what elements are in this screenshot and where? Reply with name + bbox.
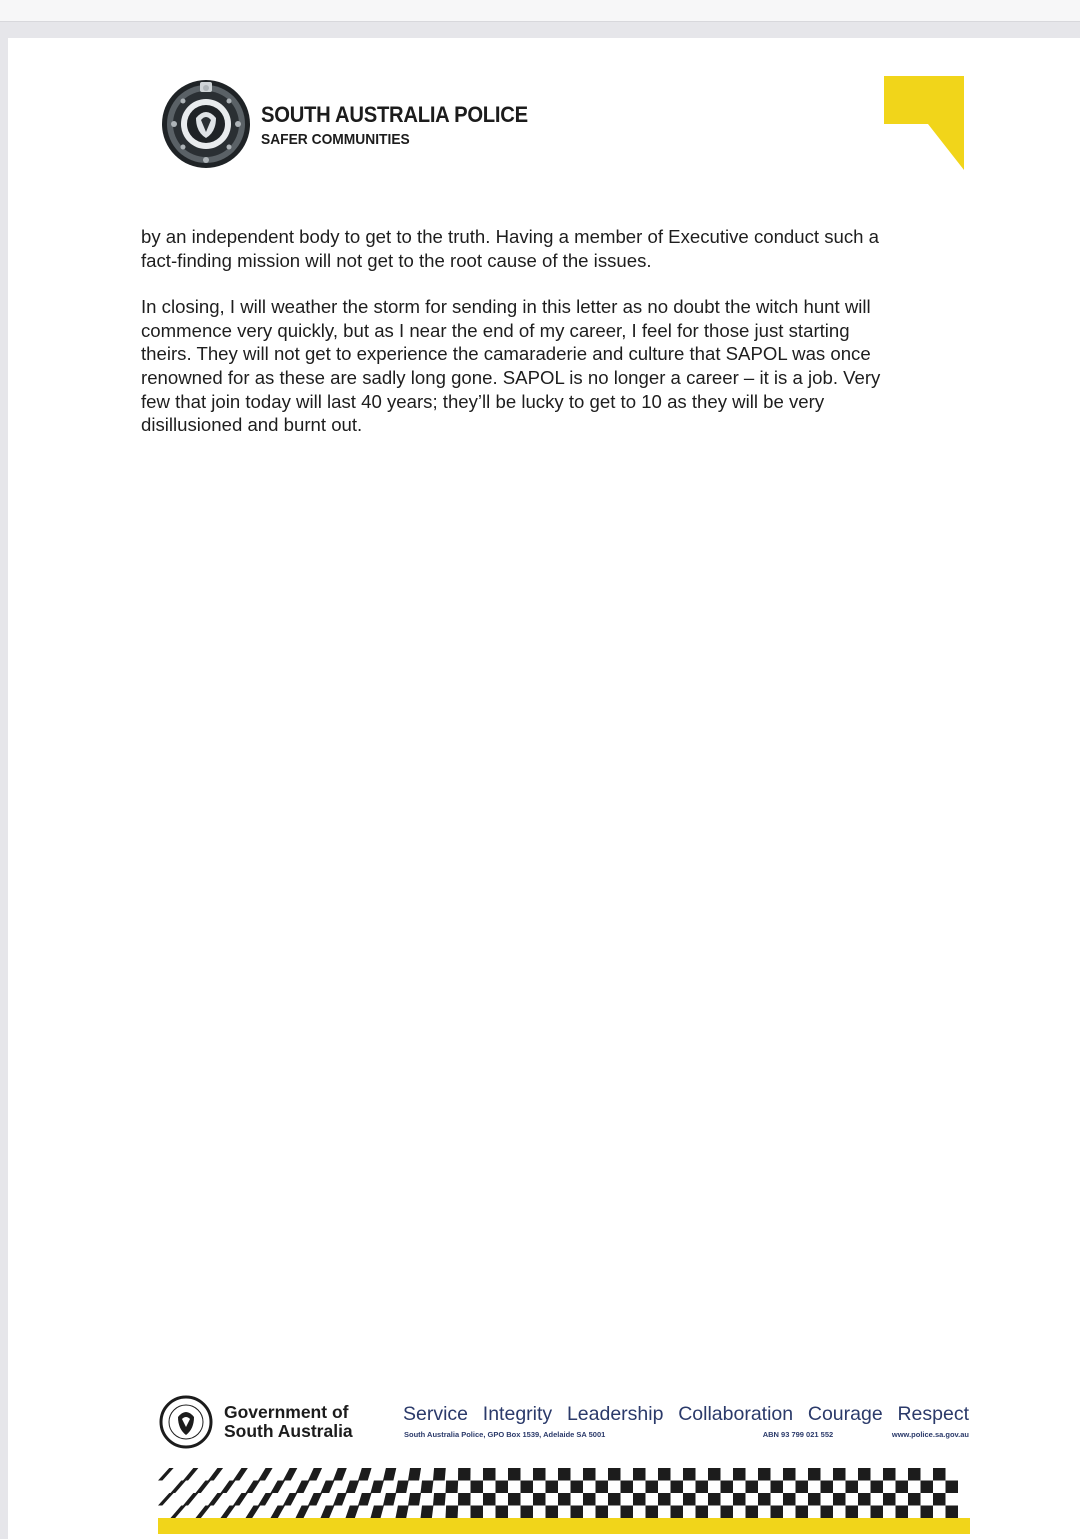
checker-cell: [358, 1493, 372, 1506]
checker-cell: [258, 1493, 273, 1506]
checker-cell: [483, 1493, 496, 1506]
letter-body: [141, 225, 981, 460]
gov-line-1: Government of: [224, 1402, 349, 1422]
checker-cell: [733, 1493, 746, 1506]
text-line: few that join today will last 40 years; they’ll be lucky to get to 10 as they will be very: [141, 390, 825, 412]
checker-cell: [208, 1468, 223, 1481]
checker-cell: [846, 1506, 859, 1519]
checker-cell: [746, 1506, 759, 1519]
checker-cell: [671, 1481, 684, 1494]
checker-cell: [208, 1493, 223, 1506]
checker-cell: [433, 1493, 446, 1506]
government-name: [224, 1403, 353, 1441]
checker-cell: [158, 1468, 174, 1481]
checker-cell: [596, 1506, 609, 1519]
checker-cell: [621, 1481, 634, 1494]
checker-cell: [696, 1506, 709, 1519]
gov-line-2: South Australia: [224, 1421, 353, 1441]
checker-cell: [933, 1493, 946, 1506]
value-integrity: Integrity: [482, 1403, 553, 1425]
checker-cell: [421, 1506, 434, 1519]
checker-cell: [646, 1506, 659, 1519]
text-line: by an independent body to get to the truth. Having a member of Executive conduct such a: [141, 226, 880, 247]
checker-cell: [533, 1493, 546, 1506]
checker-cell: [708, 1468, 721, 1481]
checker-cell: [846, 1481, 859, 1494]
checker-cell: [271, 1506, 285, 1519]
text-line: commence very quickly, but as I near the end of my career, I feel for those just starting: [141, 319, 850, 341]
sillitoe-tartan-band: [158, 1468, 970, 1518]
checker-cell: [283, 1468, 297, 1481]
checker-cell: [308, 1468, 322, 1481]
checker-cell: [171, 1481, 186, 1494]
checker-cell: [483, 1468, 496, 1481]
checker-cell: [921, 1506, 934, 1519]
checker-cell: [333, 1468, 347, 1481]
checker-cell: [508, 1493, 521, 1506]
checker-cell: [246, 1481, 261, 1494]
checker-cell: [908, 1493, 921, 1506]
checker-cell: [821, 1506, 834, 1519]
checker-cell: [658, 1468, 671, 1481]
checker-cell: [908, 1468, 921, 1481]
paragraph: [141, 295, 981, 437]
checker-cell: [646, 1481, 659, 1494]
checker-cell: [446, 1506, 459, 1519]
checker-cell: [758, 1493, 771, 1506]
checker-cell: [546, 1506, 559, 1519]
abn-number: ABN 93 799 021 552: [762, 1430, 834, 1439]
checker-cell: [933, 1468, 946, 1481]
value-collaboration: Collaboration: [678, 1403, 794, 1425]
text-line: disillusioned and burnt out.: [141, 414, 363, 436]
value-leadership: Leadership: [566, 1403, 664, 1425]
checker-cell: [533, 1468, 546, 1481]
checker-cell: [546, 1481, 559, 1494]
checker-cell: [471, 1506, 484, 1519]
checker-cell: [883, 1468, 896, 1481]
checker-cell: [221, 1481, 236, 1494]
checker-cell: [246, 1506, 261, 1519]
checker-cell: [333, 1493, 347, 1506]
checker-cell: [683, 1468, 696, 1481]
website-link: www.police.sa.gov.au: [891, 1430, 969, 1439]
checker-cell: [871, 1481, 884, 1494]
checker-cell: [171, 1506, 186, 1519]
checker-cell: [571, 1481, 584, 1494]
contact-row: [404, 1430, 969, 1439]
checker-cell: [733, 1468, 746, 1481]
checker-cell: [633, 1493, 646, 1506]
checker-cell: [346, 1481, 360, 1494]
checker-cell: [458, 1468, 471, 1481]
checker-cell: [183, 1468, 198, 1481]
checker-cell: [196, 1481, 211, 1494]
government-crest-icon: [158, 1395, 214, 1449]
checker-cell: [446, 1481, 459, 1494]
checker-cell: [946, 1506, 959, 1519]
checker-cell: [871, 1506, 884, 1519]
value-respect: Respect: [897, 1403, 969, 1425]
checker-cell: [408, 1468, 421, 1481]
checker-cell: [608, 1468, 621, 1481]
checker-cell: [283, 1493, 297, 1506]
checker-cell: [921, 1481, 934, 1494]
checker-cell: [233, 1468, 248, 1481]
checker-cell: [796, 1506, 809, 1519]
checker-cell: [683, 1493, 696, 1506]
checker-cell: [471, 1481, 484, 1494]
checker-cell: [608, 1493, 621, 1506]
checker-cell: [433, 1468, 446, 1481]
yellow-corner-mark: [884, 76, 964, 170]
police-crest-icon: [160, 78, 252, 170]
text-line: fact-finding mission will not get to the root cause of the issues.: [141, 249, 652, 271]
checker-cell: [421, 1481, 434, 1494]
checker-cell: [721, 1506, 734, 1519]
text-line: In closing, I will weather the storm for sending in this letter as no doubt the witch hunt will: [141, 296, 871, 318]
checker-cell: [346, 1506, 360, 1519]
checker-cell: [583, 1493, 596, 1506]
checker-cell: [746, 1481, 759, 1494]
checker-cell: [358, 1468, 372, 1481]
checker-cell: [883, 1493, 896, 1506]
checker-cell: [571, 1506, 584, 1519]
checker-cell: [858, 1493, 871, 1506]
checker-cell: [396, 1481, 409, 1494]
checker-cell: [321, 1481, 335, 1494]
checker-cell: [858, 1468, 871, 1481]
checker-cell: [383, 1468, 396, 1481]
checker-cell: [671, 1506, 684, 1519]
checker-cell: [658, 1493, 671, 1506]
org-name: SOUTH AUSTRALIA POLICE: [261, 102, 528, 127]
org-tagline: SAFER COMMUNITIES: [261, 131, 410, 148]
checker-cell: [821, 1481, 834, 1494]
checker-cell: [458, 1493, 471, 1506]
value-service: Service: [403, 1403, 469, 1425]
checker-cell: [771, 1506, 784, 1519]
checker-cell: [296, 1481, 310, 1494]
checker-cell: [783, 1468, 796, 1481]
checker-cell: [833, 1468, 846, 1481]
checker-cell: [308, 1493, 322, 1506]
checker-cell: [196, 1506, 211, 1519]
checker-cell: [596, 1481, 609, 1494]
checker-cell: [721, 1481, 734, 1494]
checker-cell: [183, 1493, 198, 1506]
checker-cell: [558, 1468, 571, 1481]
paragraph: [141, 225, 981, 272]
postal-address: South Australia Police, GPO Box 1539, Adelaide SA 5001: [404, 1430, 606, 1439]
checker-cell: [808, 1468, 821, 1481]
checker-cell: [496, 1481, 509, 1494]
checker-cell: [408, 1493, 421, 1506]
value-courage: Courage: [807, 1403, 883, 1425]
checker-cell: [521, 1481, 534, 1494]
checker-cell: [258, 1468, 273, 1481]
viewer-toolbar: [0, 0, 1080, 22]
brand-block: [261, 102, 551, 148]
checker-cell: [696, 1481, 709, 1494]
checker-cell: [633, 1468, 646, 1481]
checker-cell: [946, 1481, 959, 1494]
checker-cell: [321, 1506, 335, 1519]
checker-cell: [296, 1506, 310, 1519]
checker-cell: [896, 1481, 909, 1494]
checker-cell: [158, 1493, 174, 1506]
checker-cell: [783, 1493, 796, 1506]
checker-cell: [758, 1468, 771, 1481]
checker-cell: [233, 1493, 248, 1506]
checker-cell: [808, 1493, 821, 1506]
text-line: renowned for as these are sadly long gone. SAPOL is no longer a career – it is a job. Very: [141, 366, 881, 388]
checker-cell: [371, 1506, 384, 1519]
checker-cell: [271, 1481, 285, 1494]
checker-cell: [508, 1468, 521, 1481]
checker-cell: [383, 1493, 396, 1506]
text-line: theirs. They will not get to experience the camaraderie and culture that SAPOL was once: [141, 343, 871, 365]
checker-cell: [896, 1506, 909, 1519]
values-row: [403, 1403, 969, 1426]
checker-cell: [796, 1481, 809, 1494]
checker-cell: [708, 1493, 721, 1506]
checker-cell: [221, 1506, 236, 1519]
checker-cell: [496, 1506, 509, 1519]
checker-cell: [771, 1481, 784, 1494]
checker-cell: [833, 1493, 846, 1506]
checker-cell: [371, 1481, 384, 1494]
checker-cell: [521, 1506, 534, 1519]
checker-cell: [396, 1506, 409, 1519]
yellow-footer-bar: [158, 1518, 970, 1534]
checker-cell: [558, 1493, 571, 1506]
checker-cell: [621, 1506, 634, 1519]
checker-cell: [583, 1468, 596, 1481]
